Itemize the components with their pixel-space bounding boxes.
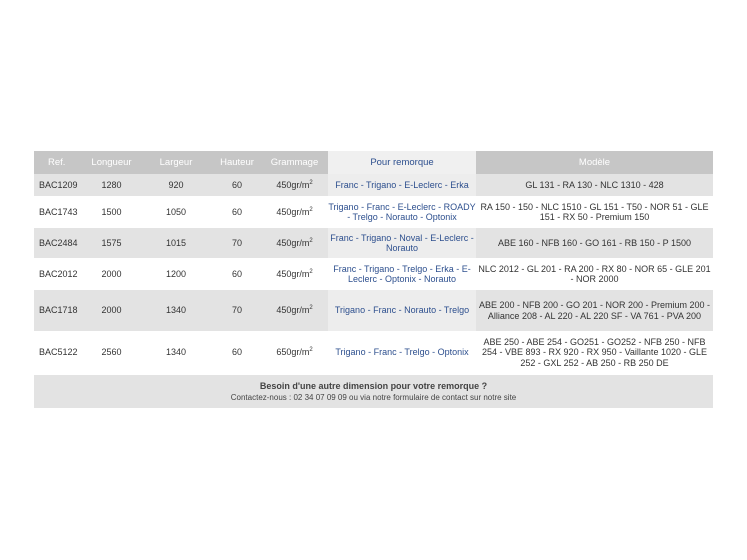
cell-remorque: Franc - Trigano - E-Leclerc - Erka <box>328 174 476 197</box>
unit-superscript: 2 <box>309 179 313 186</box>
cell-ref: BAC1743 <box>34 197 84 228</box>
cell-modele: ABE 200 - NFB 200 - GO 201 - NOR 200 - Premium 200 - Alliance 208 - AL 220 - AL 220 SF - VA 761 - PVA 200 <box>476 290 713 332</box>
footer-contact: Contactez-nous : 02 34 07 09 09 ou via notre formulaire de contact sur notre site <box>230 393 517 402</box>
cell-largeur: 1050 <box>139 197 213 228</box>
cell-remorque: Franc - Trigano - Trelgo - Erka - E-Leclerc - Optonix - Norauto <box>328 259 476 290</box>
cell-ref: BAC5122 <box>34 332 84 374</box>
grammage-value: 450gr/m <box>276 268 310 279</box>
grammage-value: 450gr/m <box>276 179 310 190</box>
cell-grammage <box>261 332 328 374</box>
cell-largeur: 920 <box>139 174 213 197</box>
header-modele: Modèle <box>476 151 713 174</box>
unit-superscript: 2 <box>309 347 313 354</box>
header-hauteur: Hauteur <box>213 151 261 174</box>
header-grammage: Grammage <box>261 151 328 174</box>
grammage-value: 450gr/m <box>276 206 310 217</box>
cell-largeur: 1340 <box>139 332 213 374</box>
cell-ref: BAC2484 <box>34 228 84 259</box>
contact-footer <box>34 374 713 408</box>
cell-ref: BAC1209 <box>34 174 84 197</box>
footer-question: Besoin d'une autre dimension pour votre remorque ? <box>259 381 488 391</box>
cell-hauteur: 70 <box>213 290 261 332</box>
cell-grammage <box>261 174 328 197</box>
product-table-container <box>34 151 713 408</box>
cell-longueur: 2000 <box>84 290 139 332</box>
dimensions-table <box>34 151 713 374</box>
header-ref: Ref. <box>34 151 84 174</box>
unit-superscript: 2 <box>309 206 313 213</box>
cell-grammage <box>261 197 328 228</box>
table-row <box>34 332 713 374</box>
table-row <box>34 259 713 290</box>
cell-hauteur: 60 <box>213 197 261 228</box>
cell-longueur: 1280 <box>84 174 139 197</box>
cell-remorque: Trigano - Franc - Trelgo - Optonix <box>328 332 476 374</box>
header-longueur: Longueur <box>84 151 139 174</box>
cell-modele: ABE 250 - ABE 254 - GO251 - GO252 - NFB 250 - NFB 254 - VBE 893 - RX 920 - RX 950 - Vaillante 1020 - GLE 252 - GXL 252 - AB 250 - RB 250 DE <box>476 332 713 374</box>
cell-ref: BAC2012 <box>34 259 84 290</box>
cell-hauteur: 60 <box>213 259 261 290</box>
table-row <box>34 290 713 332</box>
cell-grammage <box>261 259 328 290</box>
table-row <box>34 174 713 197</box>
table-row <box>34 197 713 228</box>
cell-modele: ABE 160 - NFB 160 - GO 161 - RB 150 - P 1500 <box>476 228 713 259</box>
cell-longueur: 1500 <box>84 197 139 228</box>
cell-longueur: 1575 <box>84 228 139 259</box>
cell-remorque: Franc - Trigano - Noval - E-Leclerc - Norauto <box>328 228 476 259</box>
cell-remorque: Trigano - Franc - Norauto - Trelgo <box>328 290 476 332</box>
unit-superscript: 2 <box>309 305 313 312</box>
table-row <box>34 228 713 259</box>
cell-longueur: 2000 <box>84 259 139 290</box>
cell-hauteur: 60 <box>213 174 261 197</box>
cell-largeur: 1200 <box>139 259 213 290</box>
grammage-value: 650gr/m <box>276 347 310 358</box>
cell-grammage <box>261 290 328 332</box>
grammage-value: 450gr/m <box>276 305 310 316</box>
unit-superscript: 2 <box>309 268 313 275</box>
cell-largeur: 1015 <box>139 228 213 259</box>
cell-modele: GL 131 - RA 130 - NLC 1310 - 428 <box>476 174 713 197</box>
cell-longueur: 2560 <box>84 332 139 374</box>
header-largeur: Largeur <box>139 151 213 174</box>
cell-ref: BAC1718 <box>34 290 84 332</box>
cell-grammage <box>261 228 328 259</box>
table-header-row <box>34 151 713 174</box>
cell-modele: NLC 2012 - GL 201 - RA 200 - RX 80 - NOR 65 - GLE 201 - NOR 2000 <box>476 259 713 290</box>
cell-hauteur: 60 <box>213 332 261 374</box>
unit-superscript: 2 <box>309 237 313 244</box>
cell-hauteur: 70 <box>213 228 261 259</box>
header-pour-remorque: Pour remorque <box>328 151 476 174</box>
cell-remorque: Trigano - Franc - E-Leclerc - ROADY - Trelgo - Norauto - Optonix <box>328 197 476 228</box>
cell-modele: RA 150 - 150 - NLC 1510 - GL 151 - T50 - NOR 51 - GLE 151 - RX 50 - Premium 150 <box>476 197 713 228</box>
grammage-value: 450gr/m <box>276 237 310 248</box>
cell-largeur: 1340 <box>139 290 213 332</box>
